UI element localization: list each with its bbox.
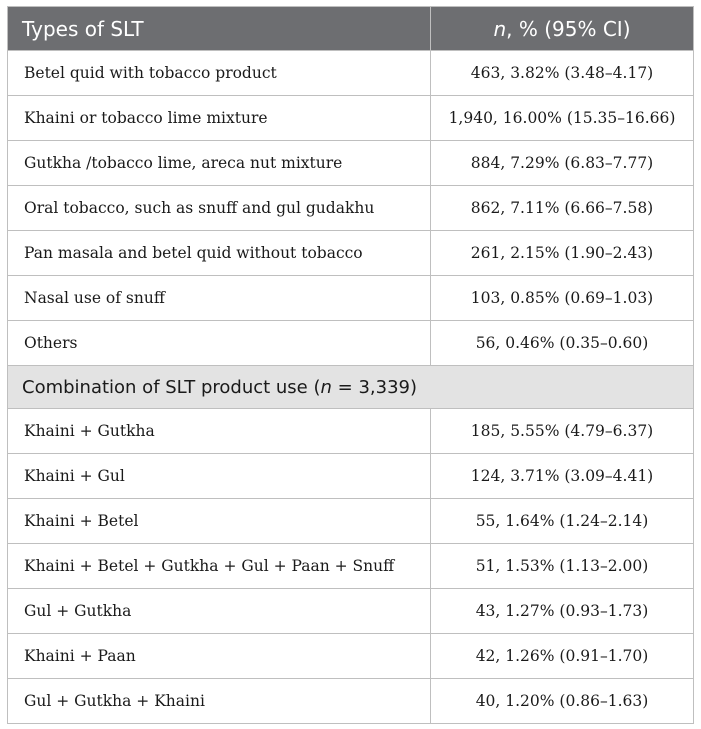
row-label: Khaini + Betel + Gutkha + Gul + Paan + Snuff: [8, 544, 431, 589]
table-row: [8, 141, 694, 186]
section-n-italic: n: [320, 376, 332, 398]
row-value: 42, 1.26% (0.91–1.70): [431, 634, 694, 679]
row-value: 862, 7.11% (6.66–7.58): [431, 186, 694, 231]
slt-table-container: [7, 6, 693, 724]
section-header-row: [8, 366, 694, 409]
row-label: Khaini + Betel: [8, 499, 431, 544]
row-label: Gul + Gutkha: [8, 589, 431, 634]
row-value: 185, 5.55% (4.79–6.37): [431, 409, 694, 454]
row-value: 103, 0.85% (0.69–1.03): [431, 276, 694, 321]
row-value: 884, 7.29% (6.83–7.77): [431, 141, 694, 186]
table-row: [8, 454, 694, 499]
section-prefix: Combination of SLT product use (: [22, 376, 321, 398]
row-value: 55, 1.64% (1.24–2.14): [431, 499, 694, 544]
table-row: [8, 544, 694, 589]
row-label: Khaini + Gul: [8, 454, 431, 499]
table-row: [8, 186, 694, 231]
row-value: 51, 1.53% (1.13–2.00): [431, 544, 694, 589]
slt-table: [7, 6, 694, 724]
section-header-combination: [8, 366, 694, 409]
header-percent-ci-text: , % (95% CI): [506, 16, 631, 41]
row-label: Gutkha /tobacco lime, areca nut mixture: [8, 141, 431, 186]
row-value: 124, 3.71% (3.09–4.41): [431, 454, 694, 499]
header-n-italic: n: [493, 16, 507, 41]
table-row: [8, 51, 694, 96]
section-suffix: = 3,339): [331, 376, 418, 398]
header-n-percent-ci: [431, 7, 694, 51]
table-row: [8, 634, 694, 679]
table-row: [8, 96, 694, 141]
row-value: 56, 0.46% (0.35–0.60): [431, 321, 694, 366]
row-label: Pan masala and betel quid without tobacco: [8, 231, 431, 276]
row-value: 463, 3.82% (3.48–4.17): [431, 51, 694, 96]
table-row: [8, 231, 694, 276]
table-header-row: [8, 7, 694, 51]
row-label: Gul + Gutkha + Khaini: [8, 679, 431, 724]
header-types-of-slt: Types of SLT: [8, 7, 431, 51]
row-value: 1,940, 16.00% (15.35–16.66): [431, 96, 694, 141]
table-row: [8, 321, 694, 366]
row-label: Others: [8, 321, 431, 366]
row-label: Khaini or tobacco lime mixture: [8, 96, 431, 141]
table-row: [8, 276, 694, 321]
row-label: Oral tobacco, such as snuff and gul gudakhu: [8, 186, 431, 231]
row-label: Nasal use of snuff: [8, 276, 431, 321]
table-row: [8, 679, 694, 724]
table-row: [8, 499, 694, 544]
row-value: 261, 2.15% (1.90–2.43): [431, 231, 694, 276]
row-value: 43, 1.27% (0.93–1.73): [431, 589, 694, 634]
row-label: Khaini + Gutkha: [8, 409, 431, 454]
table-row: [8, 589, 694, 634]
row-value: 40, 1.20% (0.86–1.63): [431, 679, 694, 724]
row-label: Betel quid with tobacco product: [8, 51, 431, 96]
table-row: [8, 409, 694, 454]
row-label: Khaini + Paan: [8, 634, 431, 679]
